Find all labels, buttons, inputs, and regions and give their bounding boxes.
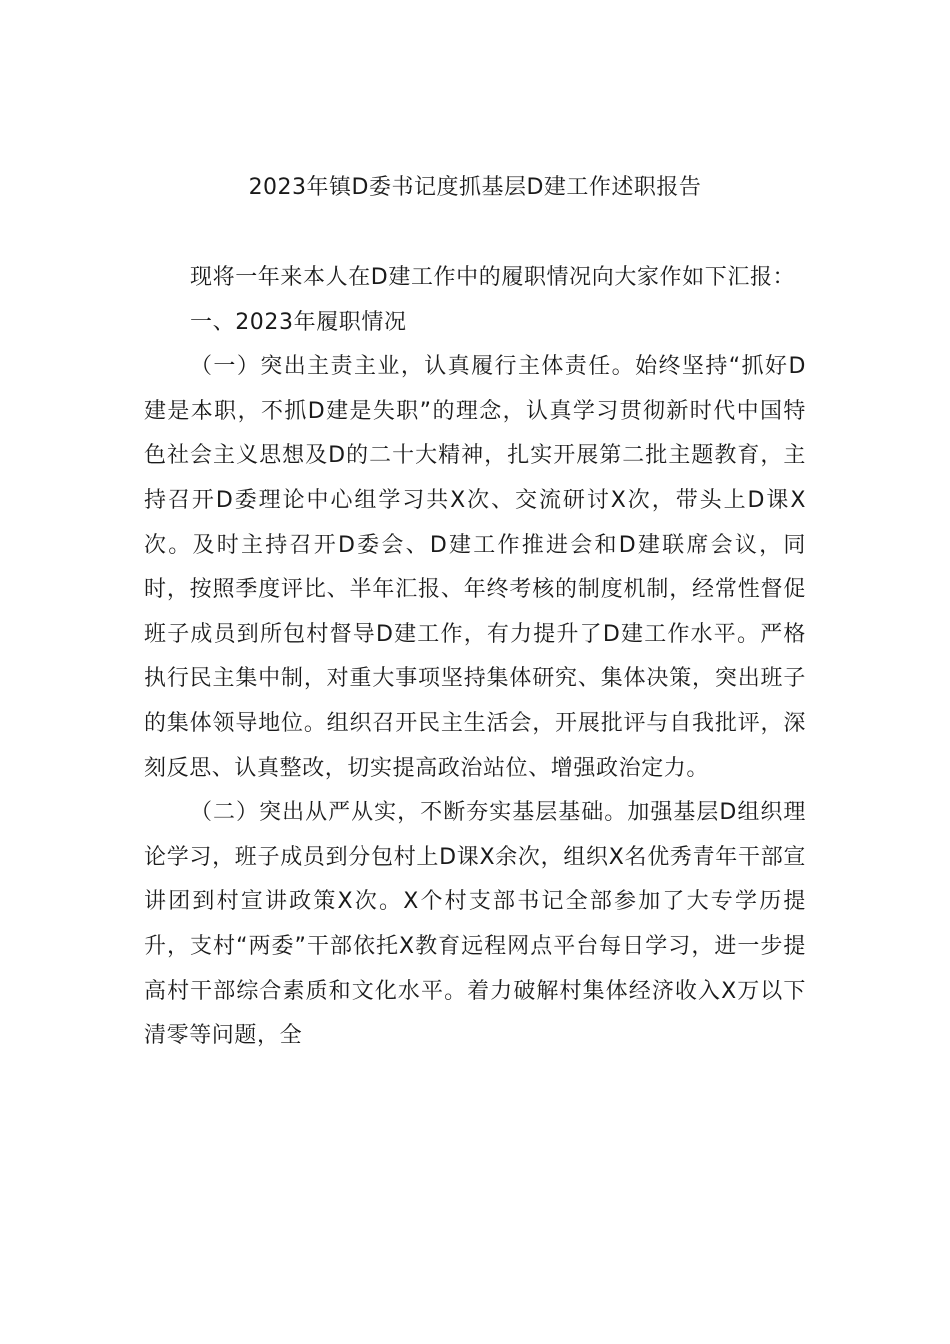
document-title: 2023年镇D委书记度抓基层D建工作述职报告 xyxy=(248,175,702,200)
intro-paragraph: 现将一年来本人在D建工作中的履职情况向大家作如下汇报： xyxy=(190,265,796,290)
section-heading: 一、2023年履职情况 xyxy=(190,309,407,335)
document-body xyxy=(144,256,806,1059)
body-paragraph: （一）突出主责主业，认真履行主体责任。始终坚持“抓好D建是本职，不抓D建是失职”的理念，认真学习贯彻新时代中国特色社会主义思想及D的二十大精神，扎实开展第二批主题教育，主持召开D委理论中心组学习共X次、交流研讨X次，带头上D课X次。及时主持召开D委会、D建工作推进会和D建联席会议，同时，按照季度评比、半年汇报、年终考核的制度机制，经常性督促班子成员到所包村督导D建工作，有力提升了D建工作水平。严格执行民主集中制，对重大事项坚持集体研究、集体决策，突出班子的集体领导地位。组织召开民主生活会，开展批评与自我批评，深刻反思、认真整改，切实提高政治站位、增强政治定力。 xyxy=(144,354,806,781)
body-paragraph: （二）突出从严从实，不断夯实基层基础。加强基层D组织理论学习，班子成员到分包村上D课X余次，组织X名优秀青年干部宣讲团到村宣讲政策X次。X个村支部书记全部参加了大专学历提升，支村“两委”干部依托X教育远程网点平台每日学习，进一步提高村干部综合素质和文化水平。着力破解村集体经济收入X万以下清零等问题，全 xyxy=(144,800,806,1049)
